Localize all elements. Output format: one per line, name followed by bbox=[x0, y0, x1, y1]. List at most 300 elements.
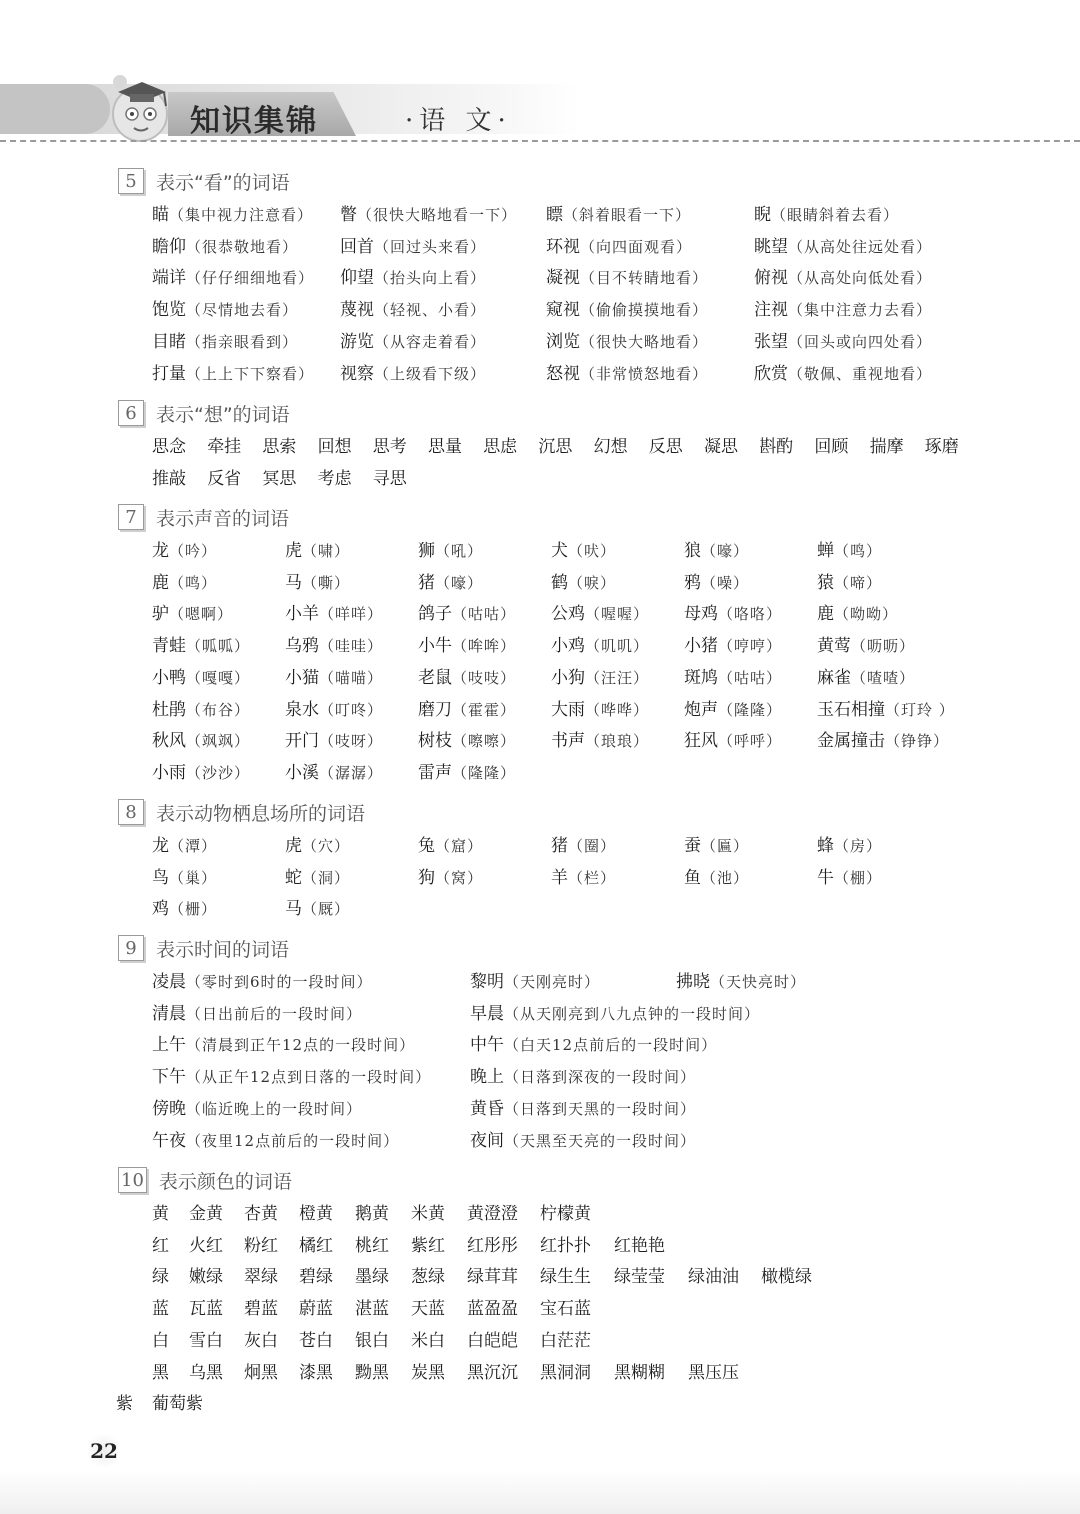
word: 黎明 bbox=[470, 972, 504, 992]
word-note: （很快大略地看） bbox=[580, 332, 709, 351]
word-item bbox=[684, 663, 782, 693]
word-item bbox=[340, 327, 486, 357]
word-note: （从天刚亮到八九点钟的一段时间） bbox=[504, 1004, 761, 1023]
word-item bbox=[754, 200, 899, 230]
word-note: （嘶） bbox=[302, 573, 351, 592]
word-item: 碧蓝 bbox=[244, 1299, 278, 1320]
word-note: （呱呱） bbox=[186, 637, 251, 656]
word-note: （吱吱） bbox=[452, 668, 517, 687]
word-item bbox=[684, 631, 782, 661]
word-item: 墨绿 bbox=[355, 1267, 389, 1288]
word-item bbox=[684, 831, 749, 861]
word: 小牛 bbox=[418, 636, 452, 657]
word-item bbox=[676, 967, 806, 997]
word-row bbox=[0, 831, 1080, 861]
word: 麻雀 bbox=[817, 667, 851, 688]
section-number: 10 bbox=[118, 1167, 147, 1193]
word-item: 炭黑 bbox=[411, 1362, 445, 1383]
word: 瞥 bbox=[340, 205, 357, 225]
word-item bbox=[152, 295, 298, 325]
word-item: 黑 bbox=[152, 1362, 169, 1383]
word-note: （咕咕） bbox=[718, 668, 783, 687]
section-number: 7 bbox=[118, 504, 144, 530]
word: 清晨 bbox=[152, 1003, 186, 1024]
word-item bbox=[418, 663, 516, 693]
word-item: 反省 bbox=[207, 469, 242, 489]
word-item bbox=[546, 232, 692, 262]
word-item bbox=[817, 631, 915, 661]
word-row bbox=[0, 1199, 1080, 1229]
word: 乌鸦 bbox=[285, 636, 319, 657]
word: 狮 bbox=[418, 541, 435, 561]
word-item: 橘红 bbox=[299, 1235, 333, 1256]
word: 眺望 bbox=[754, 236, 788, 257]
word-row bbox=[0, 568, 1080, 598]
word-item: 红艳艳 bbox=[614, 1235, 665, 1256]
section-heading bbox=[118, 398, 290, 428]
word-item: 苍白 bbox=[299, 1330, 333, 1351]
section-number: 8 bbox=[118, 799, 144, 825]
word-note: （喔喔） bbox=[585, 605, 650, 624]
word: 蚕 bbox=[684, 836, 701, 856]
section-title: 表示“想”的词语 bbox=[156, 403, 290, 426]
word-item: 幻想 bbox=[593, 437, 628, 457]
word: 黄昏 bbox=[470, 1098, 504, 1119]
word: 狂风 bbox=[684, 731, 718, 752]
word-note: （指亲眼看到） bbox=[186, 332, 299, 351]
word-item: 回想 bbox=[317, 437, 352, 457]
word-note: （飒飒） bbox=[186, 732, 251, 751]
word-item bbox=[418, 863, 483, 893]
word-row bbox=[0, 359, 1080, 389]
word-item: 宝石蓝 bbox=[540, 1299, 591, 1320]
word-item: 绿 bbox=[152, 1267, 169, 1288]
word-item bbox=[470, 1126, 696, 1156]
word: 鸡 bbox=[152, 899, 169, 920]
word-item bbox=[340, 263, 486, 293]
word-note: （嘎嘎） bbox=[186, 668, 251, 687]
word-item: 反思 bbox=[648, 437, 683, 457]
word: 饱览 bbox=[152, 300, 186, 321]
word-row bbox=[0, 464, 1080, 494]
word-note: （从容走着看） bbox=[374, 332, 487, 351]
word-item bbox=[152, 695, 250, 725]
word: 狼 bbox=[684, 541, 701, 561]
word-item bbox=[754, 232, 932, 262]
section-title: 表示颜色的词语 bbox=[158, 1170, 292, 1193]
word-note: （哇哇） bbox=[319, 637, 384, 656]
word-item: 杏黄 bbox=[244, 1204, 278, 1224]
word: 早晨 bbox=[470, 1003, 504, 1024]
word-item bbox=[817, 863, 882, 893]
word-note: （栅） bbox=[169, 900, 218, 919]
word-item bbox=[152, 263, 314, 293]
word-note: （巢） bbox=[169, 868, 218, 887]
word-note: （从正午12点到日落的一段时间） bbox=[186, 1068, 432, 1087]
word-row bbox=[0, 1126, 1080, 1156]
word-note: （咕咕） bbox=[452, 605, 517, 624]
word-note: （上级看下级） bbox=[374, 364, 487, 383]
word-note: （清晨到正午12点的一段时间） bbox=[186, 1036, 416, 1055]
word-note: （匾） bbox=[701, 837, 750, 855]
word-item: 牵挂 bbox=[207, 437, 242, 457]
word: 晚上 bbox=[470, 1067, 504, 1088]
word-item: 瓦蓝 bbox=[189, 1299, 223, 1320]
word-row bbox=[0, 1262, 1080, 1292]
word: 秋风 bbox=[152, 731, 186, 752]
word: 鸽子 bbox=[418, 604, 452, 625]
word: 青蛙 bbox=[152, 636, 186, 657]
word-note: （布谷） bbox=[186, 700, 251, 719]
word: 端详 bbox=[152, 268, 186, 289]
section-title: 表示时间的词语 bbox=[156, 938, 290, 961]
word-item: 绿油油 bbox=[688, 1267, 739, 1288]
word: 马 bbox=[285, 572, 302, 593]
word-item bbox=[546, 327, 708, 357]
word-note: （咯咯） bbox=[718, 605, 783, 624]
word-item bbox=[152, 536, 217, 566]
word-item bbox=[285, 831, 350, 861]
word-note: （穴） bbox=[302, 837, 351, 855]
word-item bbox=[817, 695, 955, 725]
word-note: （房） bbox=[834, 837, 883, 855]
word-item bbox=[817, 536, 882, 566]
word: 黄莺 bbox=[817, 636, 851, 657]
word-note: （敬佩、重视地看） bbox=[788, 364, 933, 383]
word-item bbox=[546, 295, 708, 325]
word: 大雨 bbox=[551, 699, 585, 720]
word-item bbox=[817, 663, 915, 693]
word-note: （嚎） bbox=[701, 542, 750, 560]
word-item bbox=[285, 599, 383, 629]
word-item bbox=[817, 599, 898, 629]
word-item bbox=[551, 631, 649, 661]
word: 小鸭 bbox=[152, 667, 186, 688]
word-note: （啼） bbox=[834, 573, 883, 592]
word-item: 火红 bbox=[189, 1235, 223, 1256]
word-item: 红扑扑 bbox=[540, 1235, 591, 1256]
word-note: （临近晚上的一段时间） bbox=[186, 1099, 363, 1118]
word-note: （池） bbox=[701, 868, 750, 887]
word: 回首 bbox=[340, 236, 374, 257]
word-note: （日落到深夜的一段时间） bbox=[504, 1068, 697, 1087]
word-item bbox=[340, 359, 486, 389]
word: 目睹 bbox=[152, 331, 186, 352]
mascot-icon bbox=[100, 70, 180, 142]
word-item: 黄澄澄 bbox=[467, 1204, 518, 1224]
word-note: （日落到天黑的一段时间） bbox=[504, 1099, 697, 1118]
word-note: （白天12点前后的一段时间） bbox=[504, 1036, 718, 1055]
section-number: 5 bbox=[118, 168, 144, 194]
word-item: 橙黄 bbox=[299, 1204, 333, 1224]
word-note: （吟） bbox=[169, 542, 218, 560]
word: 浏览 bbox=[546, 331, 580, 352]
word-note: （上上下下察看） bbox=[186, 364, 315, 383]
word-note: （窝） bbox=[435, 868, 484, 887]
word-row bbox=[0, 1094, 1080, 1124]
word-item bbox=[684, 599, 782, 629]
word-item bbox=[817, 568, 882, 598]
section-heading bbox=[118, 797, 365, 827]
word-note: （唳） bbox=[568, 573, 617, 592]
word-note: （潭） bbox=[169, 837, 218, 855]
word-item bbox=[754, 295, 932, 325]
word: 母鸡 bbox=[684, 604, 718, 625]
word-item: 蓝 bbox=[152, 1299, 169, 1320]
word-item bbox=[285, 536, 350, 566]
word-item: 思念 bbox=[152, 437, 186, 457]
word: 蜂 bbox=[817, 836, 834, 856]
word-item: 思考 bbox=[372, 437, 407, 457]
word-note: （喳喳） bbox=[851, 668, 916, 687]
word: 小羊 bbox=[285, 604, 319, 625]
word: 傍晚 bbox=[152, 1098, 186, 1119]
word-item bbox=[551, 599, 649, 629]
word-item: 黑压压 bbox=[688, 1362, 739, 1383]
word-item bbox=[285, 726, 383, 756]
word-item bbox=[684, 726, 782, 756]
word-note: （仔仔细细地看） bbox=[186, 269, 315, 288]
word-item: 紫红 bbox=[411, 1235, 445, 1256]
word: 狗 bbox=[418, 867, 435, 888]
word-item bbox=[418, 568, 483, 598]
word: 注视 bbox=[754, 300, 788, 321]
word-item bbox=[684, 695, 782, 725]
word-item bbox=[551, 663, 649, 693]
word-row bbox=[0, 695, 1080, 725]
word-item bbox=[152, 568, 217, 598]
word-row bbox=[0, 863, 1080, 893]
word: 杜鹃 bbox=[152, 699, 186, 720]
word-row bbox=[0, 232, 1080, 262]
word-note: （向四面观看） bbox=[580, 237, 693, 256]
word: 斑鸠 bbox=[684, 667, 718, 688]
section-number: 6 bbox=[118, 400, 144, 426]
word-note: （目不转睛地看） bbox=[580, 269, 709, 288]
word-item bbox=[684, 536, 749, 566]
word-item: 黑洞洞 bbox=[540, 1362, 591, 1383]
word-item: 天蓝 bbox=[411, 1299, 445, 1320]
word: 磨刀 bbox=[418, 699, 452, 720]
word-item bbox=[754, 263, 932, 293]
word-item bbox=[152, 327, 298, 357]
word-item bbox=[152, 663, 250, 693]
word-note: （汪汪） bbox=[585, 668, 650, 687]
word-note: （回头或向四处看） bbox=[788, 332, 933, 351]
word-note: （噪） bbox=[701, 573, 750, 592]
word-item bbox=[285, 568, 350, 598]
word-note: （从高处向低处看） bbox=[788, 269, 933, 288]
word-item bbox=[418, 758, 516, 788]
word: 瞄 bbox=[152, 205, 169, 225]
word: 老鼠 bbox=[418, 667, 452, 688]
word-row bbox=[0, 1030, 1080, 1060]
word: 拂晓 bbox=[676, 972, 710, 992]
section-heading bbox=[118, 166, 290, 196]
word: 猿 bbox=[817, 572, 834, 593]
word: 金属撞击 bbox=[817, 731, 885, 752]
word-note: （嚎） bbox=[435, 573, 484, 592]
word-note: （琅琅） bbox=[585, 732, 650, 751]
word: 龙 bbox=[152, 836, 169, 856]
word-note: （厩） bbox=[302, 900, 351, 919]
word-item: 思虑 bbox=[483, 437, 518, 457]
word-row bbox=[0, 967, 1080, 997]
word-note: （鸣） bbox=[169, 573, 218, 592]
word: 小雨 bbox=[152, 762, 186, 783]
word-note: （嚓嚓） bbox=[452, 732, 517, 751]
word-item: 橄榄绿 bbox=[761, 1267, 812, 1288]
word-item: 推敲 bbox=[152, 469, 186, 489]
word: 公鸡 bbox=[551, 604, 585, 625]
word: 视察 bbox=[340, 363, 374, 384]
word: 蔑视 bbox=[340, 300, 374, 321]
word-note: （叮咚） bbox=[319, 700, 384, 719]
word-item: 思索 bbox=[262, 437, 297, 457]
section-title: 表示动物栖息场所的词语 bbox=[156, 802, 366, 825]
word-item bbox=[754, 359, 932, 389]
word-item bbox=[418, 695, 516, 725]
word: 凌晨 bbox=[152, 972, 186, 992]
word: 瞟 bbox=[546, 205, 563, 225]
word: 书声 bbox=[551, 731, 585, 752]
word-item: 米黄 bbox=[411, 1204, 445, 1224]
word-note: （非常愤怒地看） bbox=[580, 364, 709, 383]
word: 小猫 bbox=[285, 667, 319, 688]
word-item bbox=[152, 1062, 431, 1092]
page-number: 22 bbox=[86, 1434, 122, 1468]
word: 夜间 bbox=[470, 1130, 504, 1151]
word-item bbox=[340, 232, 486, 262]
word-item bbox=[754, 327, 932, 357]
word-note: （从高处往远处看） bbox=[788, 237, 933, 256]
word-item: 绿生生 bbox=[540, 1267, 591, 1288]
word-item bbox=[152, 758, 250, 788]
word-note: （隆隆） bbox=[718, 700, 783, 719]
word-row bbox=[0, 432, 1080, 462]
word-item: 银白 bbox=[355, 1330, 389, 1351]
word-item: 揣摩 bbox=[869, 437, 904, 457]
word-note: （哼哼） bbox=[718, 637, 783, 656]
word: 鹿 bbox=[817, 604, 834, 625]
word-item: 白皑皑 bbox=[467, 1330, 518, 1351]
word-item bbox=[684, 863, 749, 893]
word-note: （棚） bbox=[834, 868, 883, 887]
word-item: 凝思 bbox=[704, 437, 738, 457]
word: 羊 bbox=[551, 867, 568, 888]
word-item: 白茫茫 bbox=[540, 1330, 591, 1351]
word-note: （栏） bbox=[568, 868, 617, 887]
word-row bbox=[0, 726, 1080, 756]
word-item bbox=[470, 1094, 696, 1124]
word-item bbox=[152, 1126, 399, 1156]
word: 泉水 bbox=[285, 699, 319, 720]
word-item: 琢磨 bbox=[924, 437, 959, 457]
word-note: （夜里12点前后的一段时间） bbox=[186, 1131, 400, 1150]
word-item: 考虑 bbox=[317, 469, 352, 489]
word-item bbox=[152, 232, 298, 262]
word-item: 柠檬黄 bbox=[540, 1204, 591, 1224]
word: 牛 bbox=[817, 867, 834, 888]
word-note: （很恭敬地看） bbox=[186, 237, 299, 256]
word: 虎 bbox=[285, 541, 302, 561]
word-item bbox=[470, 999, 760, 1029]
word: 瞻仰 bbox=[152, 236, 186, 257]
word-note: （尽情地去看） bbox=[186, 301, 299, 320]
word-item: 黑糊糊 bbox=[614, 1362, 665, 1383]
word-item bbox=[152, 359, 314, 389]
word-item: 灰白 bbox=[244, 1330, 278, 1351]
word: 炮声 bbox=[684, 699, 718, 720]
word: 鱼 bbox=[684, 867, 701, 888]
word-note: （吠） bbox=[568, 542, 617, 560]
word: 龙 bbox=[152, 541, 169, 561]
word-item: 湛蓝 bbox=[355, 1299, 389, 1320]
word-item bbox=[418, 831, 483, 861]
word-item bbox=[285, 631, 383, 661]
word: 树枝 bbox=[418, 731, 452, 752]
word-item bbox=[470, 1062, 696, 1092]
word-item: 红彤彤 bbox=[467, 1235, 518, 1256]
word: 蝉 bbox=[817, 541, 834, 561]
word-row bbox=[0, 1062, 1080, 1092]
word-note: （窟） bbox=[435, 837, 484, 855]
word-item: 回顾 bbox=[814, 437, 849, 457]
word-item bbox=[546, 200, 691, 230]
word-item: 斟酌 bbox=[759, 437, 794, 457]
word-row bbox=[0, 200, 1080, 230]
word-note: （天黑至天亮的一段时间） bbox=[504, 1131, 697, 1150]
word-note: （叽叽） bbox=[585, 637, 650, 656]
word: 虎 bbox=[285, 836, 302, 856]
word-row bbox=[0, 999, 1080, 1029]
word-item bbox=[551, 863, 616, 893]
word-item: 金黄 bbox=[189, 1204, 223, 1224]
word-item bbox=[285, 758, 383, 788]
word-item bbox=[546, 359, 708, 389]
word-row bbox=[0, 295, 1080, 325]
word-item bbox=[152, 999, 362, 1029]
word-item: 葱绿 bbox=[411, 1267, 445, 1288]
page-header bbox=[0, 0, 1080, 150]
word-note: （潺潺） bbox=[319, 763, 384, 782]
word-note: （吼） bbox=[435, 542, 484, 560]
word-item bbox=[285, 695, 383, 725]
word-row bbox=[0, 263, 1080, 293]
word-item: 冥思 bbox=[262, 469, 297, 489]
word: 兔 bbox=[418, 836, 435, 856]
word-note: （日出前后的一段时间） bbox=[186, 1004, 363, 1023]
word-note: （零时到6时的一段时间） bbox=[186, 973, 373, 991]
word-note: （集中注意力去看） bbox=[788, 301, 933, 320]
word-note: （鸣） bbox=[834, 542, 883, 560]
word-item: 粉红 bbox=[244, 1235, 278, 1256]
word: 小溪 bbox=[285, 762, 319, 783]
word-note: （啸） bbox=[302, 542, 351, 560]
word-item bbox=[551, 695, 649, 725]
word-item bbox=[470, 967, 600, 997]
word-item: 葡萄紫 bbox=[152, 1394, 203, 1415]
word: 鸟 bbox=[152, 867, 169, 888]
word-item bbox=[340, 295, 486, 325]
word-item: 沉思 bbox=[538, 437, 573, 457]
word-item bbox=[418, 536, 483, 566]
word: 窥视 bbox=[546, 300, 580, 321]
word-row bbox=[0, 1231, 1080, 1261]
word-item bbox=[152, 863, 217, 893]
word-row bbox=[0, 758, 1080, 788]
word-item: 雪白 bbox=[189, 1330, 223, 1351]
